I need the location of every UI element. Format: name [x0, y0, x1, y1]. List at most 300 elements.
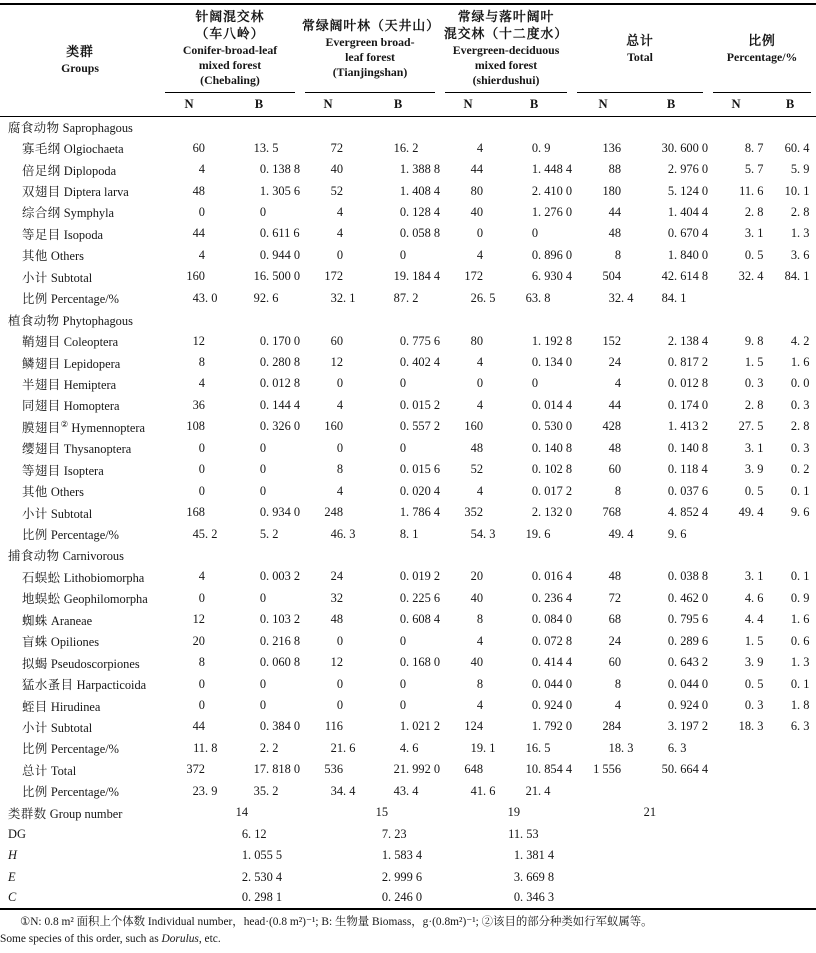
value-cell [496, 566, 572, 587]
fraction-part: . 6 [538, 526, 551, 541]
row-label-zh: 猛水蚤目 [22, 678, 74, 693]
fraction-part: . 664 4 [674, 762, 709, 777]
integer-part: 2 [259, 740, 267, 755]
fraction-part: . 102 8 [538, 462, 573, 477]
numeric-value [300, 226, 356, 241]
fraction-part [343, 162, 356, 177]
value-cell [300, 566, 356, 587]
numeric-value [440, 226, 496, 241]
integer-part: 1 [744, 633, 752, 648]
value-cell [160, 652, 218, 673]
integer-part: 0 [667, 355, 675, 370]
value-cell [708, 373, 764, 394]
numeric-value [496, 141, 572, 156]
integer-part: 1 [667, 247, 675, 262]
fraction-part [483, 698, 496, 713]
value-cell [496, 202, 572, 223]
integer-part: 4 [614, 698, 622, 713]
footnote-line-2 [0, 931, 814, 948]
fraction-part [621, 355, 634, 370]
group-header-line: 比例 [748, 33, 776, 48]
value-cell [160, 245, 218, 266]
fraction-part: . 924 0 [674, 698, 709, 713]
numeric-value [764, 462, 810, 477]
numeric-value [440, 827, 572, 842]
fraction-part: . 414 4 [538, 655, 573, 670]
value-cell [440, 502, 496, 523]
fraction-part: . 611 6 [266, 226, 300, 241]
value-cell [708, 588, 764, 609]
value-cell [496, 373, 572, 394]
row-label-zh: 蜘蛛 [22, 613, 48, 628]
row-label-en: Group number [49, 806, 123, 821]
row-label [0, 566, 160, 587]
integer-part: 2 [744, 204, 752, 219]
row-label-en: Subtotal [50, 270, 93, 285]
numeric-value [356, 569, 440, 584]
numeric-value [440, 719, 496, 734]
integer-part: 48 [608, 569, 622, 584]
numeric-value [764, 634, 810, 649]
fraction-part: . 280 8 [266, 355, 301, 370]
integer-part: 108 [186, 419, 205, 434]
fraction-part: . 2 [406, 290, 419, 305]
row-label-en: E [8, 869, 16, 884]
value-cell [764, 480, 816, 501]
fraction-part: . 775 6 [406, 333, 441, 348]
subcol-header-n-shierdushui: N [440, 93, 496, 116]
value-cell [572, 738, 634, 759]
group-header-line: 常绿与落叶阔叶 [457, 10, 555, 24]
numeric-value [634, 612, 708, 627]
row-thysanoptera [0, 438, 816, 459]
row-label [0, 202, 160, 223]
row-label-en: Subtotal [50, 720, 93, 735]
fraction-part: . 2 [797, 462, 810, 477]
integer-part: 8 [614, 483, 622, 498]
value-cell [572, 759, 634, 780]
fraction-part [343, 677, 356, 692]
integer-part: 11 [739, 183, 752, 198]
fraction-part: . 8 [751, 204, 764, 219]
value-cell [440, 202, 496, 223]
numeric-value [572, 291, 634, 306]
value-cell [708, 352, 764, 373]
integer-part: 0 [259, 483, 267, 498]
fraction-part: . 5 [751, 676, 764, 691]
fraction-part [205, 762, 218, 777]
integer-part: 0 [667, 569, 675, 584]
integer-part: 160 [464, 419, 484, 434]
fraction-part [621, 698, 634, 713]
row-label [0, 823, 160, 844]
integer-part: 152 [602, 333, 622, 348]
integer-part: 12 [192, 333, 205, 348]
numeric-value [496, 398, 572, 413]
integer-part: 3 [513, 869, 521, 884]
integer-part: 0 [399, 204, 407, 219]
row-label-en: DG [8, 826, 26, 841]
value-cell [356, 137, 440, 158]
row-label-en: Others [50, 485, 84, 500]
numeric-value [764, 719, 810, 734]
value-cell [496, 480, 572, 501]
fraction-part: . 8 [797, 204, 810, 219]
numeric-value [218, 505, 300, 520]
value-cell [708, 480, 764, 501]
fraction-part [483, 677, 496, 692]
fraction-part [205, 462, 218, 477]
fraction-part: . 896 0 [538, 247, 573, 262]
numeric-value [496, 269, 572, 284]
numeric-value [708, 376, 764, 391]
fraction-part: . 4 [621, 526, 634, 541]
integer-part: 12 [330, 355, 344, 370]
integer-part: 0 [476, 376, 484, 391]
value-cell [356, 609, 440, 630]
row-label-en: Symphyla [63, 206, 115, 221]
fraction-part [621, 505, 634, 520]
row-label-zh: 等足目 [22, 227, 61, 242]
fraction-part [656, 805, 708, 820]
fraction-part: . 817 2 [674, 355, 709, 370]
row-label [0, 373, 160, 394]
numeric-value [300, 398, 356, 413]
numeric-value [218, 334, 300, 349]
row-others [0, 245, 816, 266]
numeric-value [356, 419, 440, 434]
integer-part: 768 [602, 505, 622, 520]
value-cell [440, 416, 496, 437]
integer-part: 4 [198, 376, 205, 391]
value-cell [572, 695, 634, 716]
numeric-value [572, 762, 634, 777]
row-label-en: Araneae [50, 613, 93, 628]
value-cell [160, 802, 300, 823]
fraction-part [205, 334, 218, 349]
numeric-value [440, 205, 496, 220]
numeric-value [572, 419, 634, 434]
value-cell [764, 609, 816, 630]
value-cell [708, 609, 764, 630]
fraction-part: . 500 0 [266, 269, 301, 284]
value-cell [218, 459, 300, 480]
integer-part: 48 [470, 440, 484, 455]
numeric-value [634, 141, 708, 156]
value-cell [218, 180, 300, 201]
value-cell [300, 609, 356, 630]
integer-part: 44 [608, 397, 622, 412]
fraction-part: . 4 [406, 783, 419, 798]
value-cell [764, 245, 816, 266]
integer-part: 8 [476, 676, 484, 691]
numeric-value [160, 591, 218, 606]
value-cell [572, 137, 634, 158]
fraction-part: . 2 [406, 140, 419, 155]
numeric-value [160, 784, 218, 799]
value-cell [218, 609, 300, 630]
numeric-value [300, 591, 356, 606]
column-group-tianjingshan [300, 4, 440, 93]
value-cell [708, 416, 764, 437]
numeric-value [440, 419, 496, 434]
value-cell [496, 523, 572, 544]
value-cell [440, 266, 496, 287]
group-header-line: mixed forest [474, 58, 538, 72]
integer-part: 1 [667, 204, 675, 219]
fraction-part [343, 612, 356, 627]
fraction-part: . 346 3 [520, 890, 555, 905]
value-cell [160, 480, 218, 501]
numeric-value [356, 398, 440, 413]
value-cell [300, 137, 356, 158]
fraction-part: . 4 [621, 290, 634, 305]
integer-part: 19 [393, 269, 407, 284]
fraction-part: . 3 [751, 698, 764, 713]
value-cell [572, 845, 708, 866]
fraction-part: . 019 2 [406, 569, 441, 584]
numeric-value [218, 398, 300, 413]
integer-part: 5 [744, 162, 752, 177]
numeric-value [218, 762, 300, 777]
numeric-value [634, 355, 708, 370]
subcol-header-b-chebaling: B [218, 93, 300, 116]
integer-part: 4 [476, 397, 484, 412]
value-cell [764, 673, 816, 694]
value-cell [708, 652, 764, 673]
subcol-header-n-tianjingshan: N [300, 93, 356, 116]
row-opiliones [0, 631, 816, 652]
row-geophilomorpha [0, 588, 816, 609]
integer-part: 0 [667, 483, 675, 498]
integer-part: 87 [393, 290, 407, 305]
integer-part: 17 [253, 762, 267, 777]
value-cell [356, 438, 440, 459]
integer-part: 0 [259, 462, 267, 477]
row-label-zh: 捕食动物 [8, 549, 60, 564]
integer-part: 3 [744, 462, 752, 477]
numeric-value [218, 269, 300, 284]
fraction-part: . 021 2 [406, 719, 441, 734]
value-cell [496, 588, 572, 609]
value-cell [634, 652, 708, 673]
integer-part: 0 [259, 698, 267, 713]
row-label-en: Percentage/% [50, 742, 120, 757]
group-header-line: Total [627, 49, 653, 64]
fraction-part: . 1 [406, 526, 419, 541]
integer-part: 19 [470, 740, 484, 755]
value-cell [496, 502, 572, 523]
value-cell [218, 480, 300, 501]
numeric-value [218, 376, 300, 391]
fraction-part: . 448 4 [538, 162, 573, 177]
integer-part: 2 [531, 183, 539, 198]
integer-part: 44 [470, 162, 484, 177]
fraction-part: . 276 0 [538, 204, 573, 219]
value-cell [440, 288, 496, 309]
numeric-value [356, 505, 440, 520]
integer-part: 9 [744, 333, 752, 348]
integer-part: 8 [614, 676, 622, 691]
fraction-part: . 6 [751, 590, 764, 605]
integer-part: 248 [324, 505, 344, 520]
numeric-value [218, 655, 300, 670]
row-label-en: Others [50, 249, 84, 264]
fraction-part: . 8 [538, 290, 551, 305]
integer-part: 2 [667, 162, 675, 177]
value-cell [218, 695, 300, 716]
row-label-zh: 盲蛛 [22, 635, 48, 650]
numeric-value [300, 655, 356, 670]
value-cell [160, 866, 300, 887]
numeric-value [356, 441, 440, 456]
fraction-part: . 170 0 [266, 333, 301, 348]
numeric-value [496, 612, 572, 627]
value-cell [300, 480, 356, 501]
numeric-value [160, 569, 218, 584]
fraction-part [621, 205, 634, 220]
row-label-en: Lithobiomorpha [63, 570, 145, 585]
integer-part: 60 [192, 140, 205, 155]
integer-part: 48 [192, 183, 205, 198]
integer-part: 0 [790, 633, 798, 648]
integer-part: 4 [476, 247, 484, 262]
numeric-value [300, 741, 356, 756]
value-cell [300, 759, 356, 780]
fraction-part: . 53 [520, 826, 539, 841]
value-cell [356, 502, 440, 523]
value-cell [160, 180, 218, 201]
subcol-header-b-shierdushui: B [496, 93, 572, 116]
integer-part: 0 [259, 333, 267, 348]
value-cell [572, 330, 634, 351]
integer-part: 92 [253, 290, 267, 305]
group-header-line: Percentage/% [726, 49, 798, 64]
numeric-value [708, 591, 764, 606]
numeric-value [356, 141, 440, 156]
fraction-part [343, 398, 356, 413]
value-cell [300, 588, 356, 609]
fraction-part: . 020 4 [406, 483, 441, 498]
integer-part: 352 [464, 505, 484, 520]
fraction-part [621, 762, 634, 777]
numeric-value [440, 248, 496, 263]
fraction-part: . 012 8 [674, 376, 709, 391]
numeric-value [634, 505, 708, 520]
integer-part: 0 [531, 355, 539, 370]
numeric-value [764, 505, 810, 520]
row-label-zh: 鳞翅目 [22, 356, 61, 371]
value-cell [572, 631, 634, 652]
numeric-value [572, 655, 634, 670]
fraction-part: . 9 [751, 462, 764, 477]
integer-part: 0 [336, 633, 344, 648]
value-cell [440, 137, 496, 158]
row-label [0, 288, 160, 309]
fraction-part: . 6 [751, 183, 764, 198]
fraction-part: . 084 0 [538, 612, 573, 627]
integer-part: 0 [336, 698, 344, 713]
integer-part: 1 [531, 719, 539, 734]
row-group-number [0, 802, 816, 823]
fraction-part [205, 505, 218, 520]
fraction-part: . 072 8 [538, 633, 573, 648]
fraction-part [406, 441, 440, 456]
value-cell [572, 480, 634, 501]
value-cell [300, 373, 356, 394]
numeric-value [572, 462, 634, 477]
value-cell [300, 652, 356, 673]
fraction-part: . 840 0 [674, 247, 709, 262]
value-cell [300, 888, 440, 909]
value-cell [300, 416, 356, 437]
fraction-part [621, 655, 634, 670]
fraction-part [205, 698, 218, 713]
numeric-value [300, 784, 356, 799]
value-cell [356, 459, 440, 480]
row-diplopoda [0, 159, 816, 180]
section-row-saprophagous [0, 116, 816, 137]
integer-part: 372 [186, 762, 205, 777]
numeric-value [440, 762, 496, 777]
value-cell [440, 609, 496, 630]
numeric-value [300, 505, 356, 520]
footnote-marker: ② [60, 418, 69, 429]
numeric-value [218, 591, 300, 606]
numeric-value [300, 677, 356, 692]
row-percentage [0, 738, 816, 759]
integer-part: 40 [470, 204, 484, 219]
integer-part: 0 [259, 376, 267, 391]
fraction-part: . 3 [751, 719, 764, 734]
integer-part: 0 [259, 719, 267, 734]
fraction-part [343, 505, 356, 520]
numeric-value [572, 205, 634, 220]
value-cell [708, 330, 764, 351]
integer-part: 0 [531, 569, 539, 584]
numeric-value [496, 527, 572, 542]
integer-part: 0 [336, 676, 344, 691]
numeric-value [708, 655, 764, 670]
integer-part: 60 [608, 655, 622, 670]
integer-part: 0 [790, 569, 798, 584]
fraction-part [266, 205, 300, 220]
value-cell [440, 716, 496, 737]
subcol-header-b-tianjingshan: B [356, 93, 440, 116]
integer-part: 44 [192, 719, 205, 734]
integer-part: 4 [336, 397, 344, 412]
fraction-part: . 216 8 [266, 633, 301, 648]
fraction-part: . 140 8 [674, 440, 709, 455]
numeric-value [572, 248, 634, 263]
fraction-part: . 174 0 [674, 397, 709, 412]
value-cell [496, 245, 572, 266]
fraction-part [248, 805, 300, 820]
fraction-part: . 5 [483, 290, 496, 305]
numeric-value [764, 269, 810, 284]
fraction-part [343, 591, 356, 606]
row-label-zh: 小计 [22, 270, 48, 285]
row-others [0, 480, 816, 501]
integer-part: 0 [399, 698, 407, 713]
value-cell [160, 223, 218, 244]
integer-part: 172 [464, 269, 484, 284]
fraction-part: . 8 [797, 698, 810, 713]
numeric-value [572, 569, 634, 584]
value-cell [572, 888, 708, 909]
integer-part: 1 [241, 848, 249, 863]
value-cell [160, 823, 300, 844]
